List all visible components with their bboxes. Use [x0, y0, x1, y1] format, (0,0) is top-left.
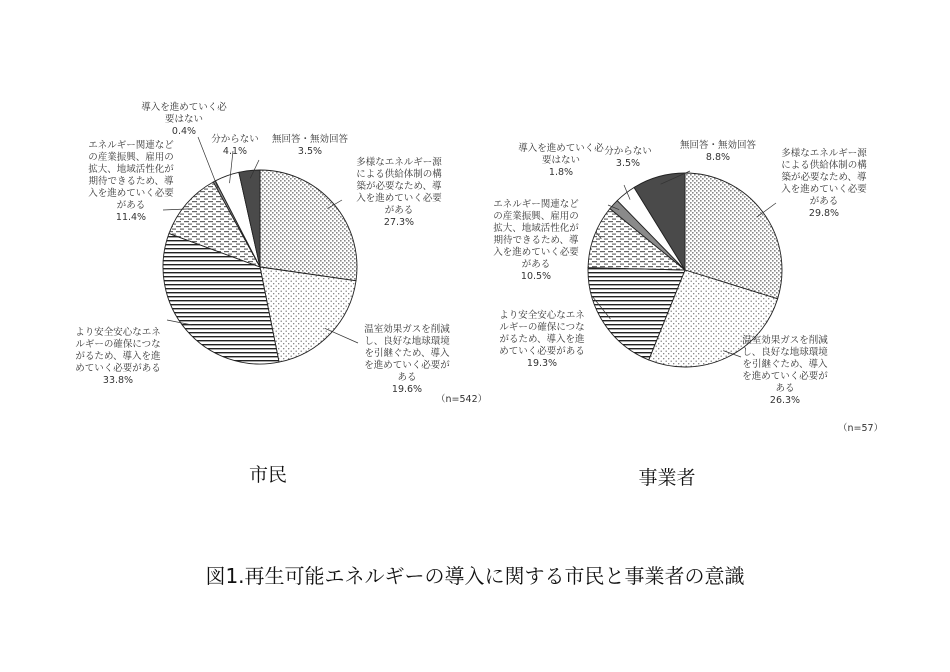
- business-value-greenhouse: 26.3%: [769, 395, 801, 406]
- business-label-dont-know: 分からない 3.5%: [604, 146, 652, 169]
- citizen-label-industry: エネルギー関連などの産業振興、雇用の拡大、地域活性化が期待できるため、導入を進めていく必要がある 11.4%: [88, 140, 174, 223]
- business-chart-title: 事業者: [638, 467, 696, 489]
- citizen-label-no-answer: 無回答・無効回答 3.5%: [271, 134, 349, 157]
- citizen-slice-diverse-supply: [260, 170, 357, 281]
- business-value-dont-know: 3.5%: [615, 158, 641, 169]
- citizen-label-greenhouse: 温室効果ガスを削減し、良好な地球環境を引継ぐため、導入を進めていく必要がある 19.6%: [364, 324, 450, 395]
- citizen-value-greenhouse: 19.6%: [391, 384, 423, 395]
- citizen-value-no-answer: 3.5%: [297, 146, 323, 157]
- business-value-safety: 19.3%: [526, 358, 558, 369]
- citizen-leader-greenhouse: [325, 328, 358, 343]
- citizen-sample-size-note: （n=542）: [436, 394, 488, 405]
- business-sample-size-note: （n=57）: [838, 423, 884, 434]
- citizen-value-safety: 33.8%: [102, 375, 134, 386]
- citizen-value-industry: 11.4%: [115, 212, 147, 223]
- business-value-diverse-supply: 29.8%: [808, 208, 840, 219]
- citizen-label-dont-know: 分からない 4.1%: [211, 134, 259, 157]
- citizen-chart-title: 市民: [248, 464, 288, 486]
- citizen-label-diverse-supply: 多様なエネルギー源による供給体制の構築が必要なため、導入を進めていく必要がある 27.3%: [356, 157, 442, 228]
- figure-caption: 図1.再生可能エネルギーの導入に関する市民と事業者の意識: [205, 564, 745, 588]
- business-label-industry: エネルギー関連などの産業振興、雇用の拡大、地域活性化が期待できるため、導入を進めていく必要がある 10.5%: [493, 199, 579, 282]
- business-value-no-answer: 8.8%: [705, 152, 731, 163]
- business-pie-chart: [493, 139, 867, 406]
- business-value-industry: 10.5%: [520, 271, 552, 282]
- citizen-pie-chart: [75, 101, 450, 395]
- citizen-value-not-needed: 0.4%: [171, 126, 197, 137]
- citizen-label-safety: より安全安心なエネルギーの確保につながるため、導入を進めていく必要がある 33.8%: [75, 327, 161, 386]
- citizen-label-not-needed: 導入を進めていく必要はない 0.4%: [141, 102, 227, 137]
- business-label-diverse-supply: 多様なエネルギー源による供給体制の構築が必要なため、導入を進めていく必要がある 29.8%: [781, 148, 867, 219]
- business-label-not-needed: 導入を進めていく必要はない 1.8%: [518, 143, 604, 178]
- citizen-value-dont-know: 4.1%: [222, 146, 248, 157]
- business-label-safety: より安全安心なエネルギーの確保につながるため、導入を進めていく必要がある 19.3%: [499, 310, 585, 369]
- business-value-not-needed: 1.8%: [548, 167, 574, 178]
- business-label-no-answer: 無回答・無効回答 8.8%: [679, 140, 757, 163]
- citizen-value-diverse-supply: 27.3%: [383, 217, 415, 228]
- business-label-greenhouse: 温室効果ガスを削減し、良好な地球環境を引継ぐため、導入を進めていく必要がある 26.3%: [742, 335, 828, 406]
